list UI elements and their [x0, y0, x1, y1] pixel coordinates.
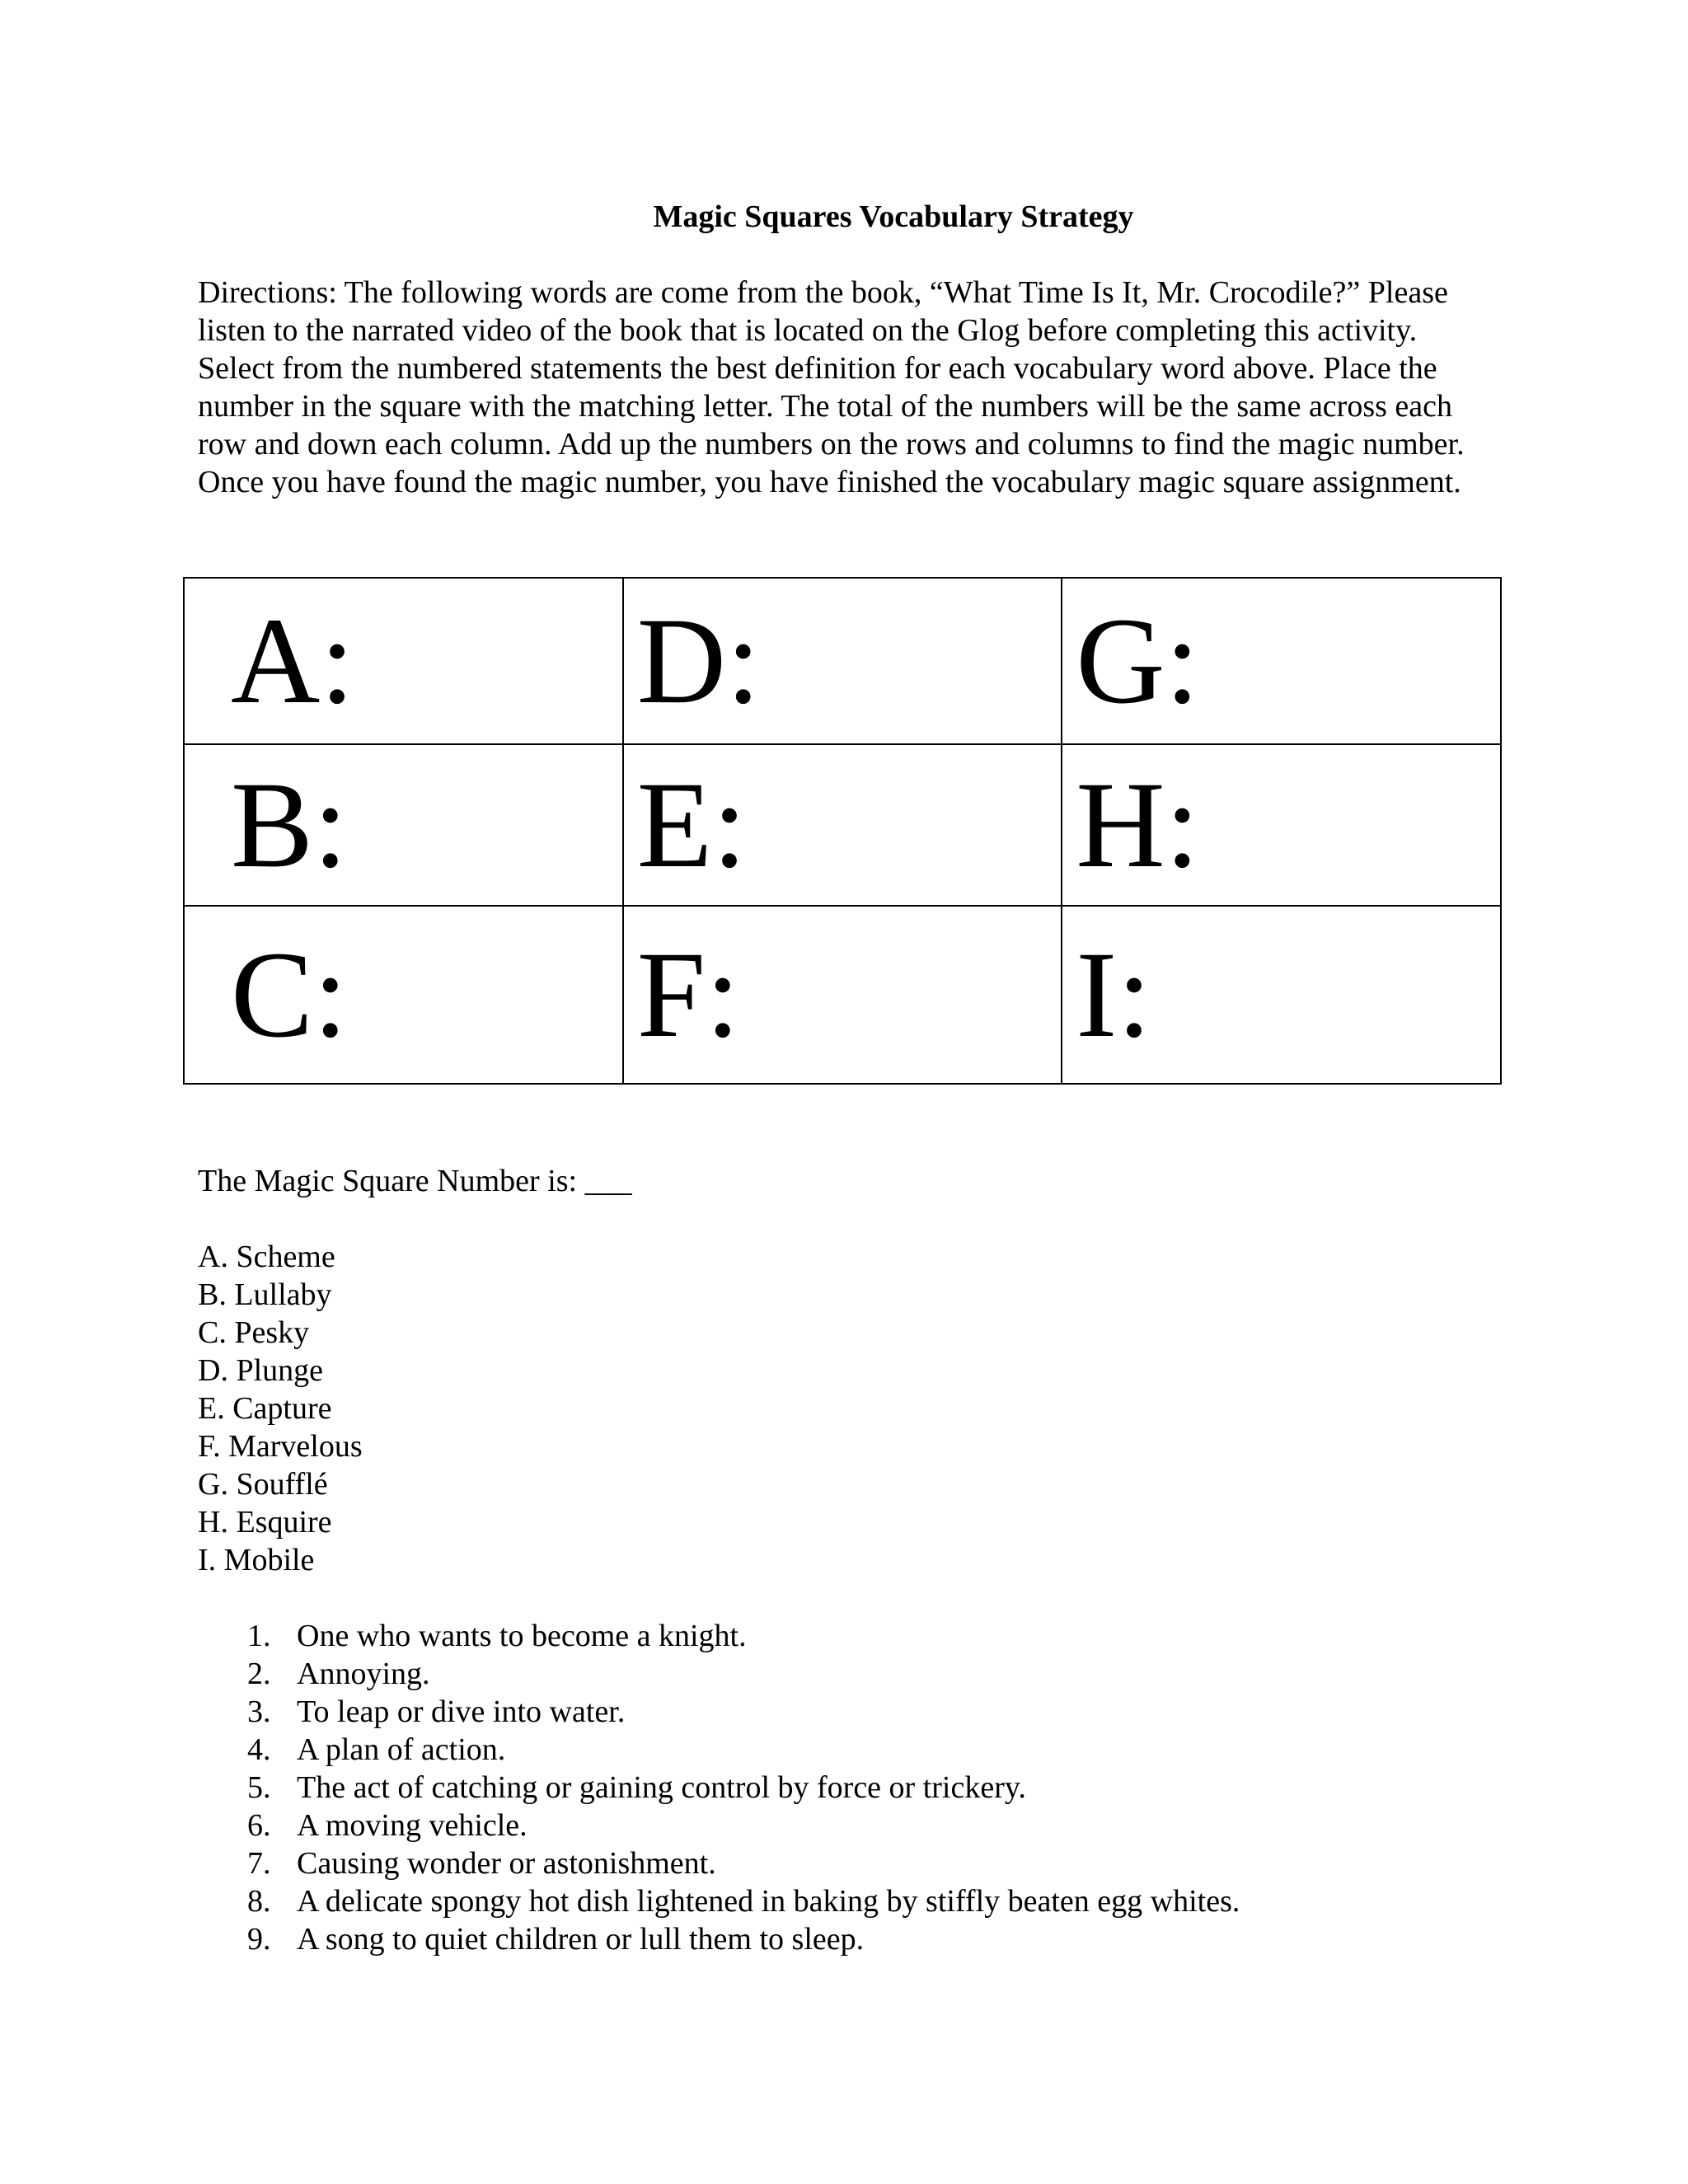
- grid-cell-g: G:: [1062, 578, 1501, 744]
- list-item: D. Plunge: [198, 1353, 323, 1388]
- list-item: [247, 1844, 1240, 1882]
- list-item: H. Esquire: [198, 1505, 332, 1540]
- grid-row: [184, 744, 1501, 906]
- grid-cell-f: F:: [623, 906, 1062, 1084]
- list-item: B. Lullaby: [198, 1277, 332, 1312]
- grid-cell-h: H:: [1062, 744, 1501, 906]
- list-item: E. Capture: [198, 1391, 332, 1426]
- definition-text: A moving vehicle.: [297, 1808, 528, 1843]
- grid-row: [184, 906, 1501, 1084]
- definition-text: The act of catching or gaining control by force or trickery.: [297, 1770, 1026, 1805]
- definition-number: 4.: [247, 1732, 271, 1767]
- definition-number: 3.: [247, 1694, 271, 1729]
- definition-number: 8.: [247, 1884, 271, 1919]
- list-item: [247, 1807, 1240, 1844]
- list-item: G. Soufflé: [198, 1467, 328, 1502]
- page-title: Magic Squares Vocabulary Strategy: [653, 199, 1134, 234]
- definition-number: 7.: [247, 1846, 271, 1881]
- grid-cell-c: C:: [184, 906, 623, 1084]
- definition-text: Annoying.: [297, 1657, 430, 1691]
- definition-number: 9.: [247, 1922, 271, 1957]
- list-item: C. Pesky: [198, 1315, 310, 1350]
- list-item: [247, 1731, 1240, 1769]
- vocabulary-word-list: [198, 1238, 363, 1579]
- list-item: [247, 1693, 1240, 1731]
- definition-text: One who wants to become a knight.: [297, 1619, 747, 1653]
- grid-cell-a: A:: [184, 578, 623, 744]
- list-item: A. Scheme: [198, 1240, 335, 1274]
- definition-number: 5.: [247, 1770, 271, 1805]
- list-item: F. Marvelous: [198, 1429, 363, 1464]
- definition-number: 6.: [247, 1808, 271, 1843]
- directions-paragraph: Directions: The following words are come from the book, “What Time Is It, Mr. Crocodile?” Please listen to the narrated video of the book that is located on the Glog before completing this activity. Select from the numbered statements the best definition for each vocabulary word above. Place the number in the square with the matching letter. The total of the numbers will be the same across each row and down each column. Add up the numbers on the rows and columns to find the magic number. Once you have found the magic number, you have finished the vocabulary magic square assignment.: [198, 275, 1465, 499]
- grid-cell-d: D:: [623, 578, 1062, 744]
- list-item: [247, 1769, 1240, 1807]
- definition-list: [247, 1617, 1240, 1958]
- definition-text: Causing wonder or astonishment.: [297, 1846, 716, 1881]
- list-item: [247, 1617, 1240, 1655]
- list-item: [247, 1655, 1240, 1693]
- magic-number-line: The Magic Square Number is: ___: [198, 1164, 632, 1198]
- grid-cell-b: B:: [184, 744, 623, 906]
- grid-cell-i: I:: [1062, 906, 1501, 1084]
- definition-number: 2.: [247, 1657, 271, 1691]
- definition-text: A delicate spongy hot dish lightened in baking by stiffly beaten egg whites.: [297, 1884, 1240, 1919]
- grid-row: [184, 578, 1501, 744]
- definition-number: 1.: [247, 1619, 271, 1653]
- grid-cell-e: E:: [623, 744, 1062, 906]
- definition-text: To leap or dive into water.: [297, 1694, 626, 1729]
- definition-text: A song to quiet children or lull them to sleep.: [297, 1922, 865, 1957]
- magic-square-grid: [183, 577, 1502, 1085]
- list-item: [247, 1882, 1240, 1920]
- list-item: [247, 1920, 1240, 1958]
- list-item: I. Mobile: [198, 1543, 315, 1577]
- definition-text: A plan of action.: [297, 1732, 506, 1767]
